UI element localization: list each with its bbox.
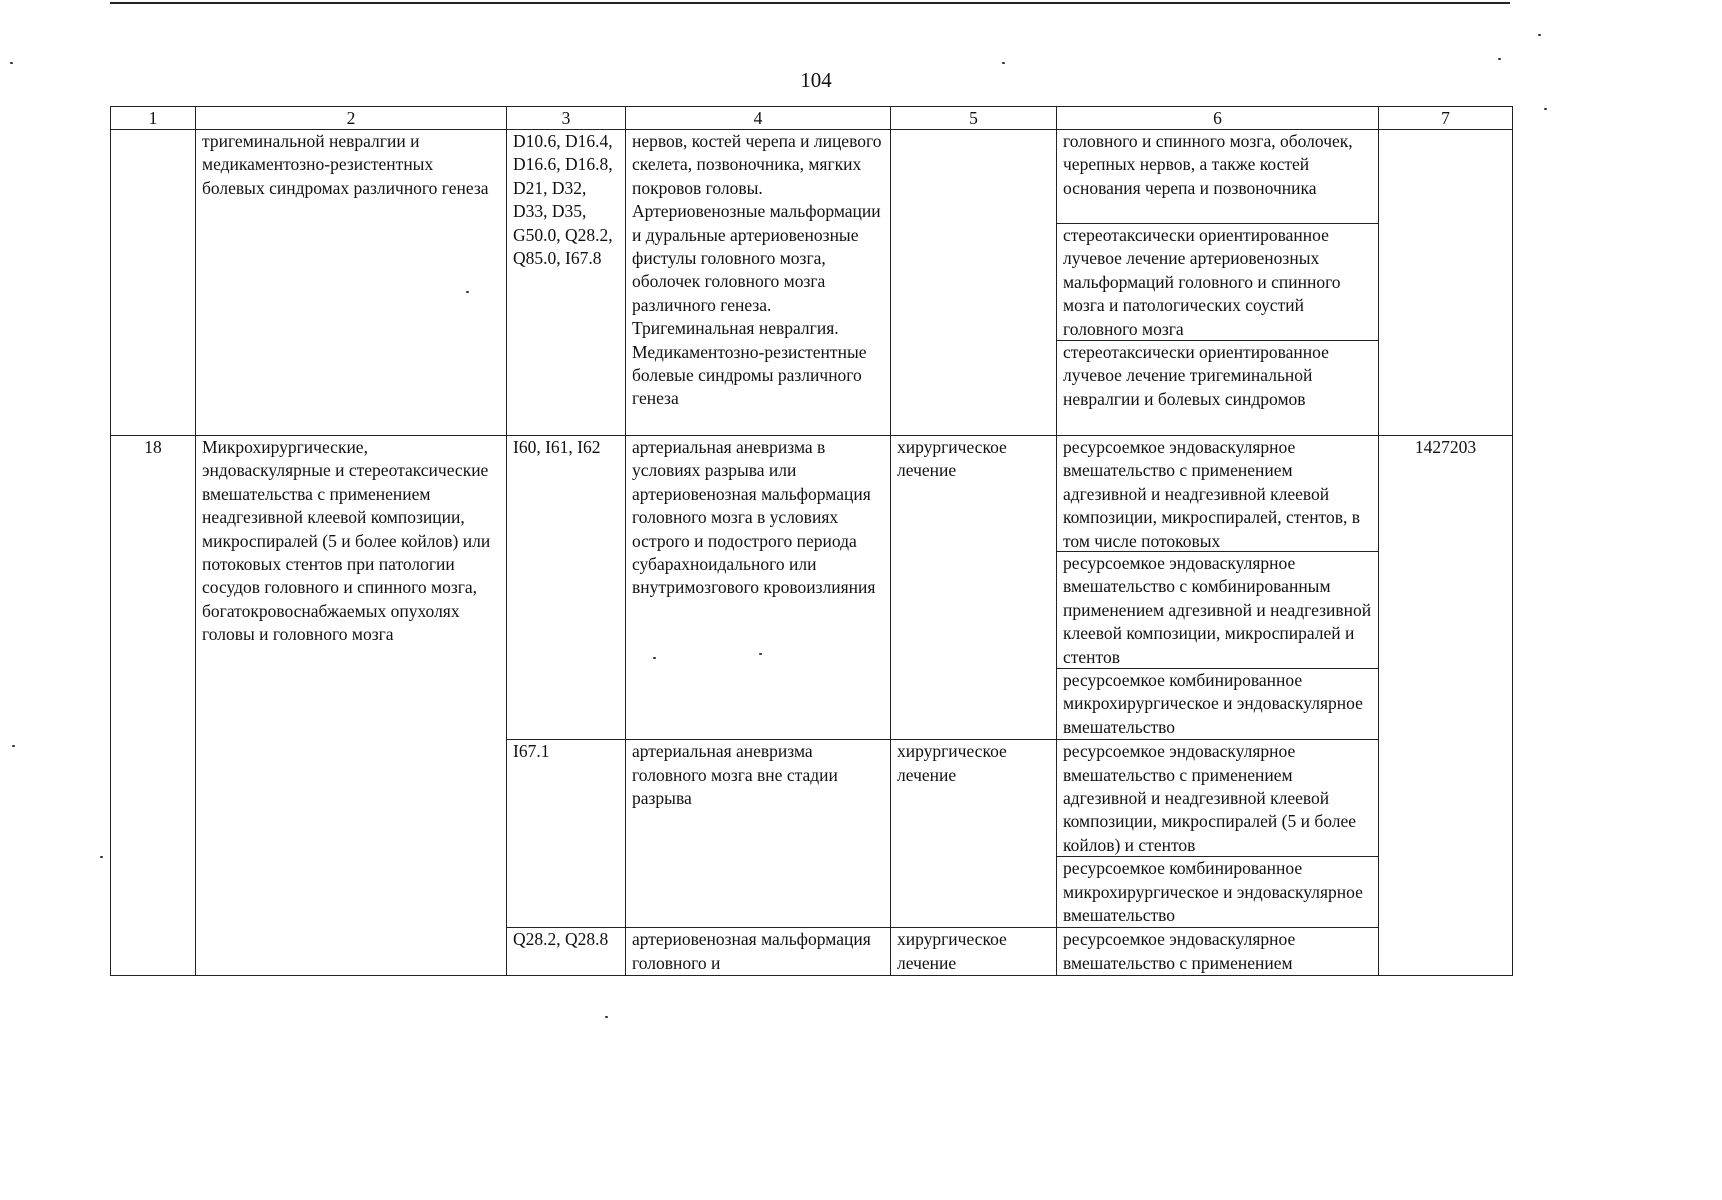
treatment-method-item: ресурсоемкое эндоваскулярное вмешательство с применением адгезивной и неадгезивной клеевой композиции, микроспиралей (5 и более койлов) и стентов <box>1057 740 1378 857</box>
column-header: 2 <box>196 107 507 130</box>
scan-speck <box>1002 62 1005 64</box>
procedure-group-cell: Микрохирургические, эндоваскулярные и стереотаксические вмешательства с применением неадгезивной клеевой композиции, микроспиралей (5 и более койлов) или потоковых стентов при патологии сосудов головного и спинного мозга, богатокровоснабжаемых опухолях головы и головного мозга <box>196 436 507 976</box>
diagnosis-cell: артериовенозная мальформация головного и <box>626 928 891 976</box>
icd-codes-cell: Q28.2, Q28.8 <box>507 928 626 976</box>
treatment-table <box>110 106 1513 976</box>
column-header: 5 <box>891 107 1057 130</box>
scan-speck <box>12 745 15 747</box>
treatment-method-item: ресурсоемкое комбинированное микрохирургическое и эндоваскулярное вмешательство <box>1063 670 1363 737</box>
treatment-method-cell: ресурсоемкое эндоваскулярное вмешательство с применением <box>1057 928 1379 976</box>
treatment-method-item: стереотаксически ориентированное лучевое лечение тригеминальной невралгии и болевых синдромов <box>1063 342 1329 409</box>
treatment-method-item: стереотаксически ориентированное лучевое лечение артериовенозных мальформаций головного и спинного мозга и патологических соустий головного мозга <box>1057 224 1378 341</box>
column-header: 3 <box>507 107 626 130</box>
table-row <box>111 436 1513 740</box>
scan-speck <box>466 291 469 293</box>
row-number-cell: 18 <box>111 436 196 976</box>
column-header: 1 <box>111 107 196 130</box>
scan-speck <box>100 856 103 858</box>
treatment-type-cell: хирургическое лечение <box>891 928 1057 976</box>
top-border-line <box>110 2 1510 4</box>
treatment-type-cell: хирургическое лечение <box>891 740 1057 928</box>
scan-speck <box>1538 34 1541 36</box>
icd-codes-cell: I67.1 <box>507 740 626 928</box>
treatment-method-item: ресурсоемкое эндоваскулярное вмешательство с комбинированным применением адгезивной и неадгезивной клеевой композиции, микроспиралей и стентов <box>1057 552 1378 669</box>
treatment-method-item: головного и спинного мозга, оболочек, черепных нервов, а также костей основания черепа и позвоночника <box>1057 130 1378 224</box>
column-header: 6 <box>1057 107 1379 130</box>
scan-speck <box>1498 58 1501 60</box>
diagnosis-cell: артериальная аневризма головного мозга вне стадии разрыва <box>626 740 891 928</box>
treatment-method-item: ресурсоемкое комбинированное микрохирургическое и эндоваскулярное вмешательство <box>1063 858 1363 926</box>
scan-speck <box>10 62 13 64</box>
row-number-cell <box>111 130 196 436</box>
scan-speck <box>1544 108 1547 110</box>
icd-codes-cell: I60, I61, I62 <box>507 436 626 740</box>
treatment-method-cell <box>1057 740 1379 928</box>
cost-cell: 1427203 <box>1379 436 1513 976</box>
treatment-method-cell <box>1057 436 1379 740</box>
icd-codes-cell: D10.6, D16.4, D16.6, D16.8, D21, D32, D33, D35, G50.0, Q28.2, Q85.0, I67.8 <box>507 130 626 436</box>
page-number: 104 <box>800 68 832 92</box>
scan-speck <box>605 1016 608 1018</box>
scan-speck <box>759 653 762 655</box>
treatment-method-cell <box>1057 130 1379 436</box>
treatment-type-cell <box>891 130 1057 436</box>
table-row <box>111 130 1513 436</box>
column-header: 7 <box>1379 107 1513 130</box>
diagnosis-cell: артериальная аневризма в условиях разрыва или артериовенозная мальформация головного мозга в условиях острого и подострого периода субарахноидального или внутримозгового кровоизлияния <box>626 436 891 740</box>
cost-cell <box>1379 130 1513 436</box>
procedure-group-cell: тригеминальной невралгии и медикаментозно-резистентных болевых синдромах различного генеза <box>196 130 507 436</box>
scan-speck <box>653 657 656 659</box>
column-number-header-row <box>111 107 1513 130</box>
diagnosis-cell: нервов, костей черепа и лицевого скелета, позвоночника, мягких покровов головы. Артериовенозные мальформации и дуральные артериовенозные фистулы головного мозга, оболочек головного мозга различного генеза. Тригеминальная невралгия. Медикаментозно-резистентные болевые синдромы различного генеза <box>626 130 891 436</box>
treatment-type-cell: хирургическое лечение <box>891 436 1057 740</box>
column-header: 4 <box>626 107 891 130</box>
treatment-method-item: ресурсоемкое эндоваскулярное вмешательство с применением адгезивной и неадгезивной клеевой композиции, микроспиралей, стентов, в том числе потоковых <box>1057 436 1378 552</box>
